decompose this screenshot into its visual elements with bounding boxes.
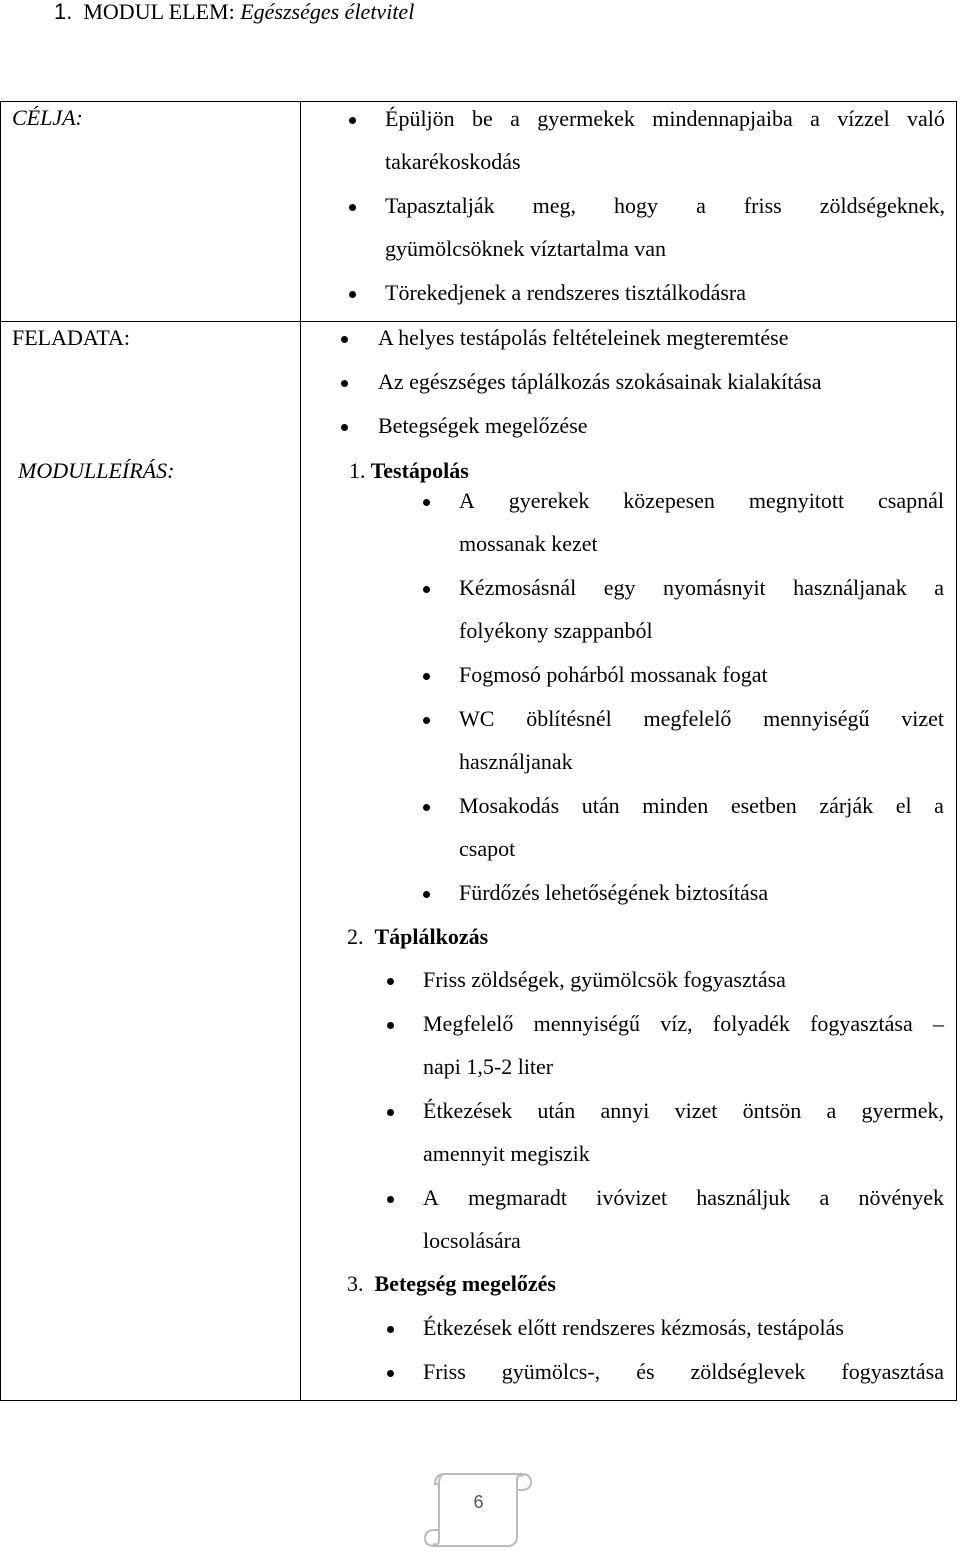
word: való bbox=[907, 106, 945, 131]
s2-item-2-line-2: napi 1,5-2 liter bbox=[423, 1054, 554, 1079]
section-number: 2. bbox=[347, 924, 364, 949]
word: folyadék bbox=[712, 1011, 790, 1036]
section-number: 3. bbox=[347, 1271, 364, 1296]
word: megmaradt bbox=[468, 1185, 568, 1210]
word: használjuk bbox=[696, 1185, 791, 1210]
section-3-heading bbox=[347, 1270, 556, 1298]
bullet-icon bbox=[423, 804, 430, 811]
word: minden bbox=[642, 793, 709, 818]
word: Friss bbox=[423, 1359, 466, 1384]
section-1-heading bbox=[349, 457, 469, 485]
bullet-icon bbox=[387, 1196, 394, 1203]
word: a bbox=[934, 793, 944, 818]
word: fogyasztása bbox=[841, 1359, 944, 1384]
bullet-icon bbox=[423, 586, 430, 593]
word: annyi bbox=[600, 1098, 650, 1123]
section-title: Betegség megelőzés bbox=[374, 1271, 556, 1296]
bullet-icon bbox=[423, 717, 430, 724]
word: Kézmosásnál bbox=[459, 575, 577, 600]
word: fogyasztása bbox=[810, 1011, 913, 1036]
word: a bbox=[510, 106, 520, 131]
word: a bbox=[826, 1098, 837, 1123]
word: egy bbox=[603, 575, 636, 600]
bullet-icon bbox=[423, 673, 430, 680]
bullet-icon bbox=[341, 380, 348, 387]
module-heading bbox=[54, 0, 414, 26]
bullet-icon bbox=[423, 499, 430, 506]
bullet-icon bbox=[341, 424, 348, 431]
word: használjanak bbox=[793, 575, 907, 600]
word: A bbox=[459, 488, 475, 513]
s2-item-3-line-2: amennyit megiszik bbox=[423, 1141, 590, 1166]
feladata-item-2: Az egészséges táplálkozás szokásainak kialakítása bbox=[378, 369, 822, 394]
s3-item-1: Étkezések előtt rendszeres kézmosás, testápolás bbox=[423, 1315, 844, 1340]
word: öblítésnél bbox=[526, 706, 612, 731]
word: a bbox=[696, 193, 706, 218]
word: el bbox=[895, 793, 912, 818]
word: hogy bbox=[614, 193, 659, 218]
word: zárják bbox=[819, 793, 874, 818]
word: Étkezések bbox=[423, 1098, 513, 1123]
word: be bbox=[472, 106, 493, 131]
s1-item-5-line-2: csapot bbox=[459, 836, 516, 861]
word: megnyitott bbox=[748, 488, 845, 513]
word: zöldségeknek, bbox=[819, 193, 945, 218]
s1-item-6: Fürdőzés lehetőségének biztosítása bbox=[459, 880, 769, 905]
celja-item-3: Törekedjenek a rendszeres tisztálkodásra bbox=[385, 280, 746, 305]
bullet-icon bbox=[349, 204, 356, 211]
s1-item-5-line-1 bbox=[459, 792, 944, 820]
word: növények bbox=[858, 1185, 944, 1210]
bullet-icon bbox=[423, 891, 430, 898]
word: meg, bbox=[532, 193, 577, 218]
heading-prefix: MODUL ELEM: bbox=[83, 0, 241, 24]
word: csapnál bbox=[878, 488, 944, 513]
bullet-icon bbox=[341, 336, 348, 343]
bullet-icon bbox=[387, 978, 394, 985]
bullet-icon bbox=[387, 1370, 394, 1377]
word: gyerekek bbox=[508, 488, 590, 513]
word: gyümölcs-, bbox=[501, 1359, 601, 1384]
s1-item-4-line-2: használjanak bbox=[459, 749, 573, 774]
celja-label: CÉLJA: bbox=[12, 105, 83, 130]
s2-item-4-line-1 bbox=[423, 1184, 944, 1212]
celja-item-1-line-2: takarékoskodás bbox=[385, 149, 521, 174]
word: mennyiségű bbox=[763, 706, 870, 731]
word: – bbox=[932, 1011, 944, 1036]
word: után bbox=[581, 793, 620, 818]
s2-item-1: Friss zöldségek, gyümölcsök fogyasztása bbox=[423, 967, 786, 992]
celja-item-2-line-2: gyümölcsöknek víztartalma van bbox=[385, 236, 667, 261]
word: ivóvizet bbox=[596, 1185, 668, 1210]
word: mindennapjaiba bbox=[652, 106, 793, 131]
word: vizet bbox=[901, 706, 944, 731]
word: víz, bbox=[660, 1011, 693, 1036]
feladata-item-1: A helyes testápolás feltételeinek megteremtése bbox=[378, 325, 789, 350]
word: a bbox=[810, 106, 820, 131]
bullet-icon bbox=[349, 117, 356, 124]
word: Épüljön bbox=[385, 106, 455, 131]
section-2-heading bbox=[347, 923, 488, 951]
word: vizet bbox=[674, 1098, 718, 1123]
s1-item-4-line-1 bbox=[459, 705, 944, 733]
s2-item-4-line-2: locsolására bbox=[423, 1228, 521, 1253]
word: gyermekek bbox=[537, 106, 635, 131]
word: után bbox=[537, 1098, 576, 1123]
feladata-label: FELADATA: bbox=[12, 325, 131, 350]
word: a bbox=[819, 1185, 830, 1210]
bullet-icon bbox=[387, 1326, 394, 1333]
word: Tapasztalják bbox=[385, 193, 495, 218]
word: A bbox=[423, 1185, 439, 1210]
word: friss bbox=[743, 193, 782, 218]
column-divider bbox=[300, 102, 301, 1400]
section-title: Testápolás bbox=[370, 458, 469, 483]
heading-title: Egészséges életvitel bbox=[240, 0, 415, 24]
modulleiras-label: MODULLEÍRÁS: bbox=[18, 458, 175, 483]
word: nyomásnyit bbox=[663, 575, 766, 600]
feladata-item-3: Betegségek megelőzése bbox=[378, 413, 588, 438]
word: a bbox=[934, 575, 944, 600]
word: gyermek, bbox=[861, 1098, 944, 1123]
s1-item-1-line-2: mossanak kezet bbox=[459, 531, 598, 556]
bullet-icon bbox=[349, 291, 356, 298]
page-number-scroll bbox=[421, 1466, 536, 1554]
word: esetben bbox=[730, 793, 797, 818]
s1-item-1-line-1 bbox=[459, 487, 944, 515]
s2-item-3-line-1 bbox=[423, 1097, 944, 1125]
word: és bbox=[636, 1359, 655, 1384]
word: megfelelő bbox=[643, 706, 732, 731]
s1-item-2-line-2: folyékony szappanból bbox=[459, 618, 653, 643]
bullet-icon bbox=[387, 1109, 394, 1116]
s1-item-3: Fogmosó pohárból mossanak fogat bbox=[459, 662, 768, 687]
section-number: 1. bbox=[349, 458, 366, 483]
s1-item-2-line-1 bbox=[459, 574, 944, 602]
word: Megfelelő bbox=[423, 1011, 514, 1036]
word: öntsön bbox=[742, 1098, 802, 1123]
page-number: 6 bbox=[473, 1492, 484, 1512]
word: Mosakodás bbox=[459, 793, 560, 818]
word: közepesen bbox=[623, 488, 715, 513]
s3-item-2 bbox=[423, 1358, 944, 1386]
row-divider bbox=[1, 321, 956, 322]
celja-item-2-line-1 bbox=[385, 192, 945, 220]
section-title: Táplálkozás bbox=[374, 924, 489, 949]
bullet-icon bbox=[387, 1022, 394, 1029]
celja-item-1-line-1 bbox=[385, 105, 945, 133]
word: WC bbox=[459, 706, 495, 731]
word: mennyiségű bbox=[533, 1011, 640, 1036]
word: zöldséglevek bbox=[690, 1359, 806, 1384]
s2-item-2-line-1 bbox=[423, 1010, 944, 1038]
heading-number: 1. bbox=[54, 0, 73, 24]
word: vízzel bbox=[837, 106, 890, 131]
